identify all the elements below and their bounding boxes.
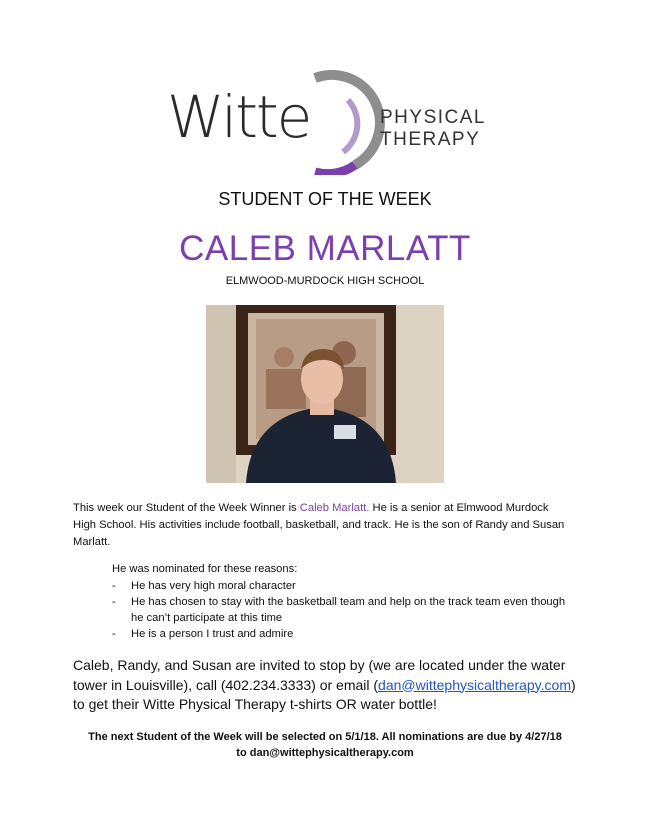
paragraph-text-start: This week our Student of the Week Winner is xyxy=(73,502,300,514)
paragraph-text-end: He is a senior at Elmwood Murdock High School. His activities include football, basketball, and track. He is the son of Randy and Susan Marlatt. xyxy=(73,502,565,548)
footer-line-2: to dan@wittephysicaltherapy.com xyxy=(236,747,414,759)
reasons-list xyxy=(112,578,572,642)
list-item xyxy=(112,578,572,594)
reasons-intro: He was nominated for these reasons: xyxy=(112,563,298,575)
school-name: ELMWOOD-MURDOCK HIGH SCHOOL xyxy=(225,275,425,287)
logo xyxy=(165,70,495,175)
invitation-paragraph xyxy=(73,656,583,715)
bullet-dash: - xyxy=(112,628,116,640)
logo-line-1: PHYSICAL xyxy=(380,107,486,128)
reason-text: He has chosen to stay with the basketball team and help on the track team even though he can’t participate at this time xyxy=(131,596,566,624)
student-name: CALEB MARLATT xyxy=(179,229,471,268)
bullet-dash: - xyxy=(112,580,116,592)
page-heading: STUDENT OF THE WEEK xyxy=(218,189,432,209)
list-item xyxy=(112,626,572,642)
list-item xyxy=(112,594,572,626)
invite-text-end: ) to get their Witte Physical Therapy t-shirts OR water bottle! xyxy=(73,676,576,712)
logo-wordmark: Witte xyxy=(167,83,311,151)
logo-subtitle xyxy=(380,107,486,151)
bullet-dash: - xyxy=(112,596,116,608)
footer-note xyxy=(60,729,590,761)
footer-line-1: The next Student of the Week will be selected on 5/1/18. All nominations are due by 4/27/18 xyxy=(88,731,562,743)
winner-paragraph xyxy=(73,500,573,551)
highlighted-name: Caleb Marlatt. xyxy=(299,502,370,514)
student-photo xyxy=(206,305,444,483)
email-link[interactable]: dan@wittephysicaltherapy.com xyxy=(378,676,571,693)
logo-line-2: THERAPY xyxy=(380,129,481,150)
invite-text-start: Caleb, Randy, and Susan are invited to stop by (we are located under the water tower in Louisville), call (402.234.3333) or email ( xyxy=(73,657,566,693)
reason-text: He is a person I trust and admire xyxy=(131,628,294,640)
reason-text: He has very high moral character xyxy=(131,580,296,592)
